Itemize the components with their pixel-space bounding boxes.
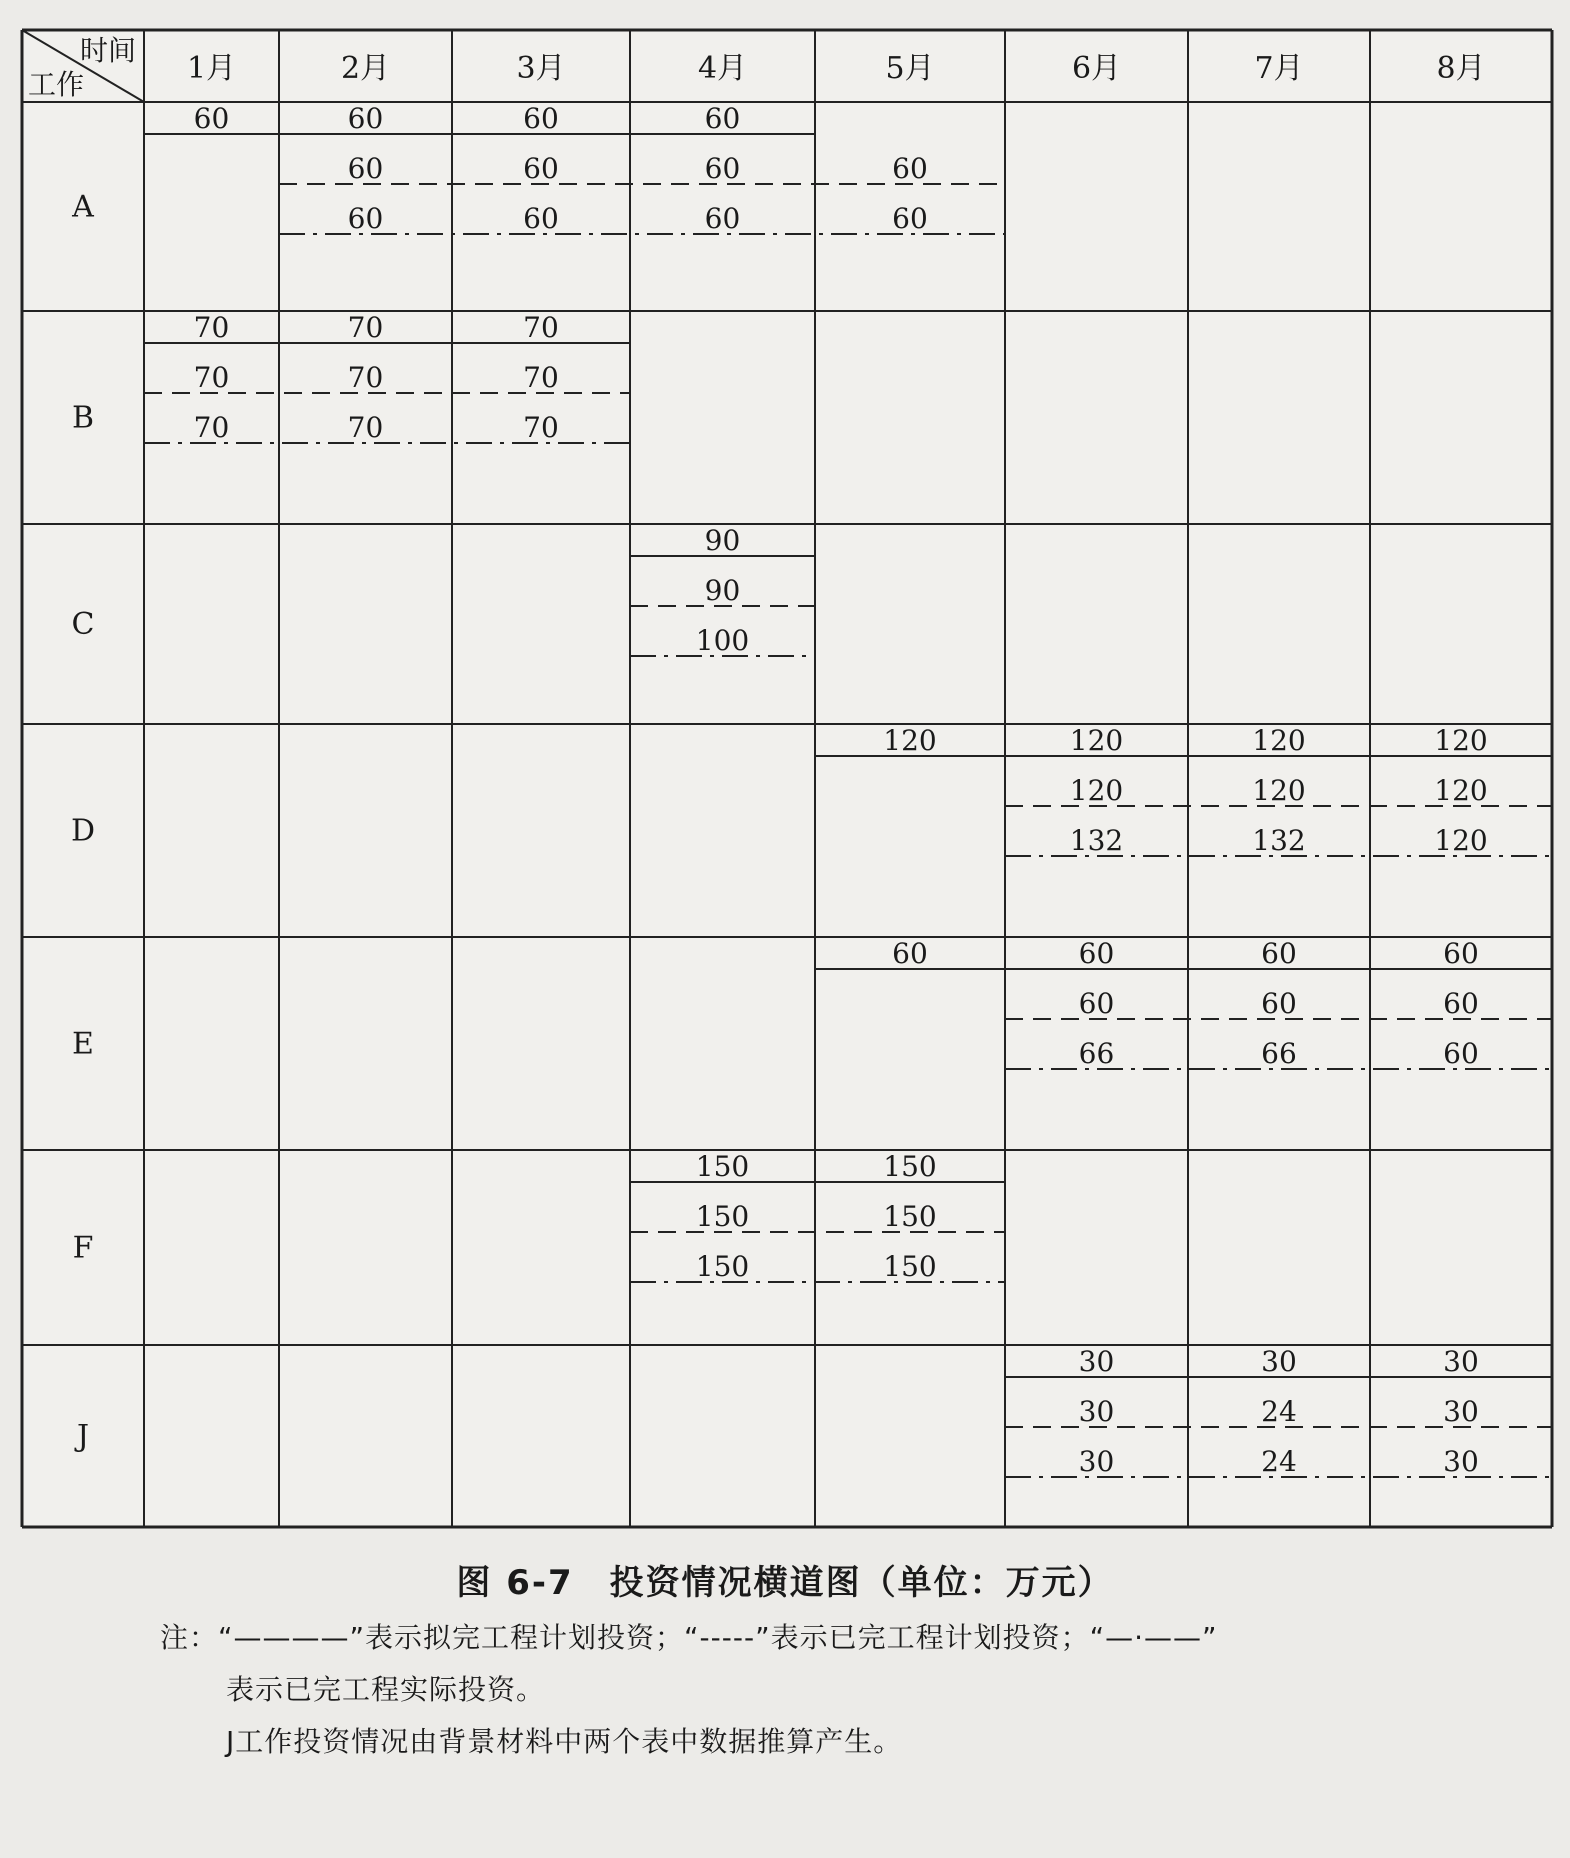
task-name-label: E [72, 1026, 94, 1062]
completed-plan-investment-value: 60 [1261, 987, 1297, 1020]
planned-investment-value: 120 [1434, 724, 1488, 757]
planned-investment-value: 90 [704, 524, 741, 557]
task-name-label: F [72, 1230, 94, 1266]
month-header-label: 8月 [1436, 51, 1486, 86]
planned-investment-value: 70 [193, 311, 230, 344]
note-solid-symbol: “————” [218, 1621, 366, 1654]
planned-investment-value: 70 [347, 311, 384, 344]
completed-plan-investment-value: 70 [523, 361, 559, 394]
planned-investment-value: 60 [523, 102, 559, 135]
task-name-label: B [71, 400, 95, 436]
completed-plan-investment-value: 60 [704, 152, 741, 185]
planned-investment-value: 120 [1252, 724, 1306, 757]
note-solid-text: 表示拟完工程计划投资； [365, 1621, 685, 1654]
completed-actual-investment-value: 60 [1443, 1037, 1479, 1070]
month-header-label: 7月 [1254, 51, 1304, 86]
month-header-label: 6月 [1071, 51, 1122, 86]
completed-actual-investment-value: 70 [193, 411, 230, 444]
completed-plan-investment-value: 150 [883, 1200, 937, 1233]
planned-investment-value: 150 [883, 1150, 937, 1183]
planned-investment-value: 60 [1261, 937, 1297, 970]
task-name-label: C [71, 607, 95, 642]
task-name-label: J [76, 1419, 90, 1454]
completed-plan-investment-value: 120 [1252, 774, 1306, 807]
completed-actual-investment-value: 120 [1434, 824, 1488, 857]
completed-plan-investment-value: 60 [523, 152, 559, 185]
planned-investment-value: 70 [523, 311, 559, 344]
completed-actual-investment-value: 30 [1078, 1445, 1115, 1478]
planned-investment-value: 60 [1443, 937, 1479, 970]
completed-actual-investment-value: 60 [704, 202, 741, 235]
planned-investment-value: 60 [704, 102, 741, 135]
completed-actual-investment-value: 132 [1069, 824, 1124, 857]
note-dashed-symbol: “-----” [684, 1621, 771, 1654]
header-corner-work: 工作 [28, 68, 85, 101]
completed-actual-investment-value: 30 [1443, 1445, 1479, 1478]
note-dashdot-text: 表示已完工程实际投资。 [226, 1673, 546, 1706]
completed-actual-investment-value: 60 [523, 202, 559, 235]
planned-investment-value: 150 [695, 1150, 750, 1183]
month-header-label: 1月 [186, 51, 237, 86]
completed-actual-investment-value: 66 [1078, 1037, 1115, 1070]
figure-note [160, 1612, 1530, 1768]
planned-investment-value: 30 [1078, 1345, 1115, 1378]
planned-investment-value: 120 [1069, 724, 1124, 757]
completed-actual-investment-value: 60 [892, 202, 928, 235]
completed-actual-investment-value: 24 [1261, 1445, 1297, 1478]
task-name-label: D [70, 813, 96, 849]
planned-investment-value: 60 [193, 102, 230, 135]
month-header-label: 3月 [516, 51, 566, 86]
note-dashdot-symbol: “—·——” [1089, 1621, 1218, 1654]
completed-plan-investment-value: 30 [1443, 1395, 1479, 1428]
completed-actual-investment-value: 70 [523, 411, 559, 444]
completed-actual-investment-value: 60 [347, 202, 384, 235]
completed-plan-investment-value: 30 [1078, 1395, 1115, 1428]
completed-plan-investment-value: 60 [892, 152, 928, 185]
completed-actual-investment-value: 70 [347, 411, 384, 444]
completed-plan-investment-value: 90 [704, 574, 741, 607]
month-header-label: 5月 [885, 51, 935, 86]
completed-actual-investment-value: 150 [883, 1250, 937, 1283]
completed-actual-investment-value: 100 [695, 624, 750, 657]
completed-plan-investment-value: 120 [1434, 774, 1488, 807]
table-background [22, 30, 1552, 1527]
month-header-label: 4月 [697, 51, 748, 86]
completed-plan-investment-value: 60 [1443, 987, 1479, 1020]
header-corner-time: 时间 [79, 34, 136, 67]
planned-investment-value: 60 [892, 937, 928, 970]
note-prefix: 注： [160, 1621, 219, 1654]
planned-investment-value: 30 [1261, 1345, 1297, 1378]
completed-plan-investment-value: 60 [347, 152, 384, 185]
completed-plan-investment-value: 150 [695, 1200, 750, 1233]
task-name-label: A [72, 189, 94, 225]
planned-investment-value: 60 [347, 102, 384, 135]
completed-plan-investment-value: 70 [347, 361, 384, 394]
completed-plan-investment-value: 24 [1261, 1395, 1297, 1428]
planned-investment-value: 120 [883, 724, 937, 757]
planned-investment-value: 60 [1078, 937, 1115, 970]
note-j-explanation: J工作投资情况由背景材料中两个表中数据推算产生。 [226, 1725, 903, 1758]
planned-investment-value: 30 [1443, 1345, 1479, 1378]
month-header-label: 2月 [340, 51, 391, 86]
completed-actual-investment-value: 132 [1252, 824, 1306, 857]
completed-actual-investment-value: 66 [1261, 1037, 1297, 1070]
completed-plan-investment-value: 60 [1078, 987, 1115, 1020]
completed-plan-investment-value: 70 [193, 361, 230, 394]
figure-caption: 图 6-7 投资情况横道图（单位：万元） [456, 1563, 1114, 1603]
completed-plan-investment-value: 120 [1069, 774, 1124, 807]
completed-actual-investment-value: 150 [695, 1250, 750, 1283]
note-dashed-text: 表示已完工程计划投资； [770, 1621, 1090, 1654]
